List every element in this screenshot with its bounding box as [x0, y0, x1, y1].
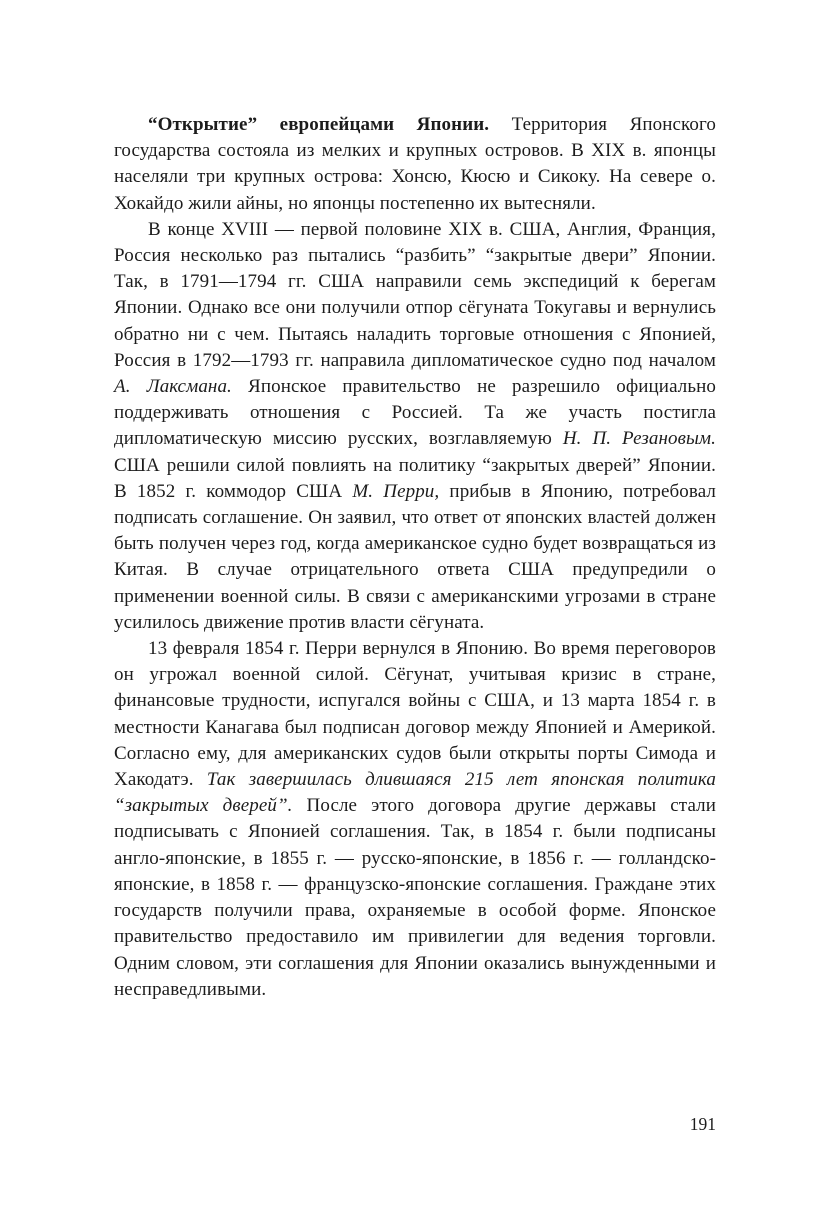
- paragraph: [114, 636, 721, 1003]
- text-run: Японское правительство не разрешило официально поддерживать отношения с Россией. Та же участь постигла дипломатическую миссию русских, возглавляемую: [114, 376, 721, 450]
- text-run: Н. П. Резановым.: [562, 428, 716, 450]
- text-run: Так завершилась длившаяся 215 лет японская политика “закрытых дверей”.: [114, 769, 721, 817]
- page-text: [114, 112, 721, 1003]
- text-run: США решили силой повлиять на политику “закрытых дверей” Японии. В 1852 г. коммодор США: [114, 428, 721, 502]
- paragraph: [114, 112, 721, 217]
- paragraph: [114, 217, 721, 636]
- text-run: А. Лаксмана.: [114, 376, 232, 398]
- text-run: 13 февраля 1854 г. Перри вернулся в Японию. Во время переговоров он угрожал военной силой. Сёгунат, учитывая кризис в стране, финансовые трудности, испугался войны с США, и 13 марта 1854 г. в местности Канагава был подписан договор между Японией и Америкой. Согласно ему, для американских судов были открыты порты Симода и Хакодатэ.: [114, 638, 721, 791]
- text-run: Территория Японского государства состояла из мелких и крупных островов. В XIX в. японцы населяли три крупных острова: Хонсю, Кюсю и Сикоку. На севере о. Хокайдо жили айны, но японцы постепенно их вытесняли.: [114, 114, 721, 214]
- text-run: “Открытие” европейцами Японии.: [148, 114, 490, 135]
- text-run: прибыв в Японию, потребовал подписать соглашение. Он заявил, что ответ от японских властей должен быть получен через год, когда американское судно будет возвращаться из Китая. В случае отрицательного ответа США предупредили о применении военной силы. В связи с американскими угрозами в стране усилилось движение против власти сёгуната.: [114, 480, 721, 633]
- page-number: 191: [689, 1114, 716, 1134]
- text-run: После этого договора другие державы стали подписывать с Японией соглашения. Так, в 1854 г. были подписаны англо-японские, в 1855 г. — русско-японские, в 1856 г. — голландско-японские, в 1858 г. — французско-японские соглашения. Граждане этих государств получили права, охраняемые в особой форме. Японское правительство предоставило им привилегии для ведения торговли. Одним словом, эти соглашения для Японии оказались вынужденными и несправедливыми.: [114, 795, 721, 1000]
- text-run: М. Перри,: [352, 480, 440, 502]
- text-run: В конце XVIII — первой половине XIX в. США, Англия, Франция, Россия несколько раз пытались “разбить” “закрытые двери” Японии. Так, в 1791—1794 гг. США направили семь экспедиций к берегам Японии. Однако все они получили отпор сёгуната Токугавы и вернулись обратно ни с чем. Пытаясь наладить торговые отношения с Японией, Россия в 1792—1793 гг. направила дипломатическое судно под началом: [114, 218, 721, 371]
